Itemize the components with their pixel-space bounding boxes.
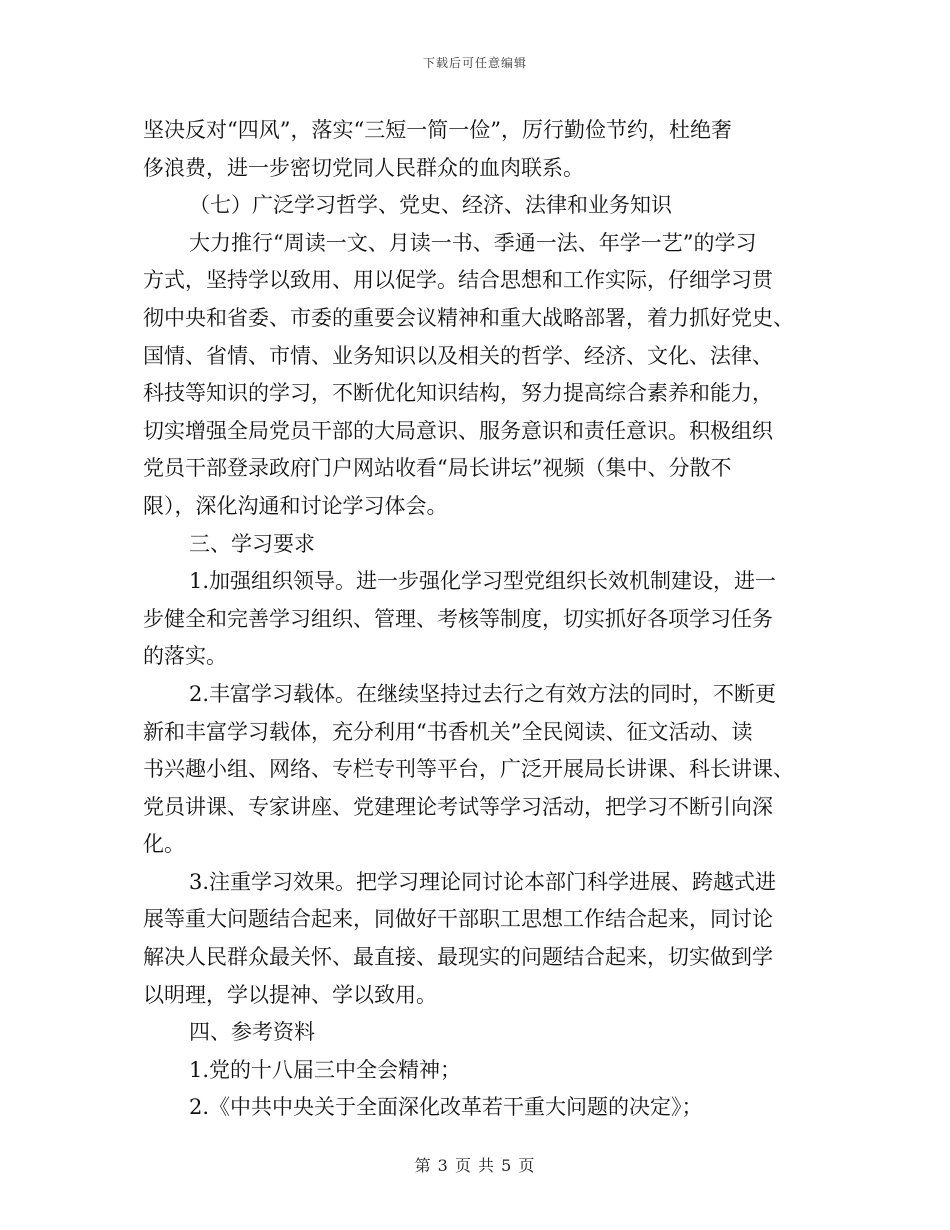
- page-header: 下载后可任意编辑: [422, 56, 527, 70]
- section-heading: 四、参考资料: [189, 1020, 315, 1045]
- paragraph-line: 1.加强组织领导。进一步强化学习型党组织长效机制建设，进一: [189, 569, 777, 594]
- paragraph-line: 2.丰富学习载体。在继续坚持过去行之有效方法的同时，不断更: [189, 681, 777, 706]
- paragraph-line: 侈浪费，进一步密切党同人民群众的血肉联系。: [143, 155, 584, 180]
- paragraph-line: 以明理，学以提神、学以致用。: [143, 982, 437, 1007]
- paragraph-line: 切实增强全局党员干部的大局意识、服务意识和责任意识。积极组织: [143, 418, 773, 443]
- list-item: 1.党的十八届三中全会精神；: [189, 1057, 462, 1082]
- paragraph-line: 大力推行“周读一文、月读一书、季通一法、年学一艺”的学习: [189, 230, 757, 255]
- document-body: [143, 112, 811, 1127]
- paragraph-line: 限），深化沟通和讨论学习体会。: [143, 493, 448, 518]
- paragraph-line: 坚决反对“四风”，落实“三短一简一俭”，厉行勤俭节约，杜绝奢: [143, 118, 732, 142]
- paragraph-line: 化。: [143, 832, 185, 857]
- paragraph-line: 书兴趣小组、网络、专栏专刊等平台，广泛开展局长讲课、科长讲课、: [143, 757, 794, 782]
- paragraph-line: 新和丰富学习载体，充分利用“书香机关”全民阅读、征文活动、读: [143, 719, 753, 744]
- paragraph-line: 解决人民群众最关怀、最直接、最现实的问题结合起来，切实做到学: [143, 945, 773, 970]
- paragraph-line: 展等重大问题结合起来，同做好干部职工思想工作结合起来，同讨论: [143, 907, 773, 932]
- paragraph-line: 党员干部登录政府门户网站收看“局长讲坛”视频（集中、分散不: [143, 456, 732, 481]
- paragraph-line: 3.注重学习效果。把学习理论同讨论本部门科学进展、跨越式进: [189, 869, 777, 894]
- section-heading: 三、学习要求: [189, 531, 315, 556]
- page-number: 第 3 页 共 5 页: [414, 1156, 536, 1175]
- paragraph-line: 方式，坚持学以致用、用以促学。结合思想和工作实际，仔细学习贯: [143, 268, 773, 293]
- paragraph-line: 彻中央和省委、市委的重要会议精神和重大战略部署，着力抓好党史、: [143, 305, 794, 330]
- paragraph-line: 党员讲课、专家讲座、党建理论考试等学习活动，把学习不断引向深: [143, 794, 773, 819]
- paragraph-line: 科技等知识的学习，不断优化知识结构，努力提高综合素养和能力，: [143, 381, 773, 406]
- list-item: 2.《中共中央关于全面深化改革若干重大问题的决定》；: [189, 1095, 703, 1120]
- paragraph-line: 步健全和完善学习组织、管理、考核等制度，切实抓好各项学习任务: [143, 606, 773, 631]
- paragraph-line: 的落实。: [143, 644, 227, 669]
- paragraph-line: 国情、省情、市情、业务知识以及相关的哲学、经济、文化、法律、: [143, 343, 773, 368]
- section-heading: （七）广泛学习哲学、党史、经济、法律和业务知识: [189, 193, 672, 218]
